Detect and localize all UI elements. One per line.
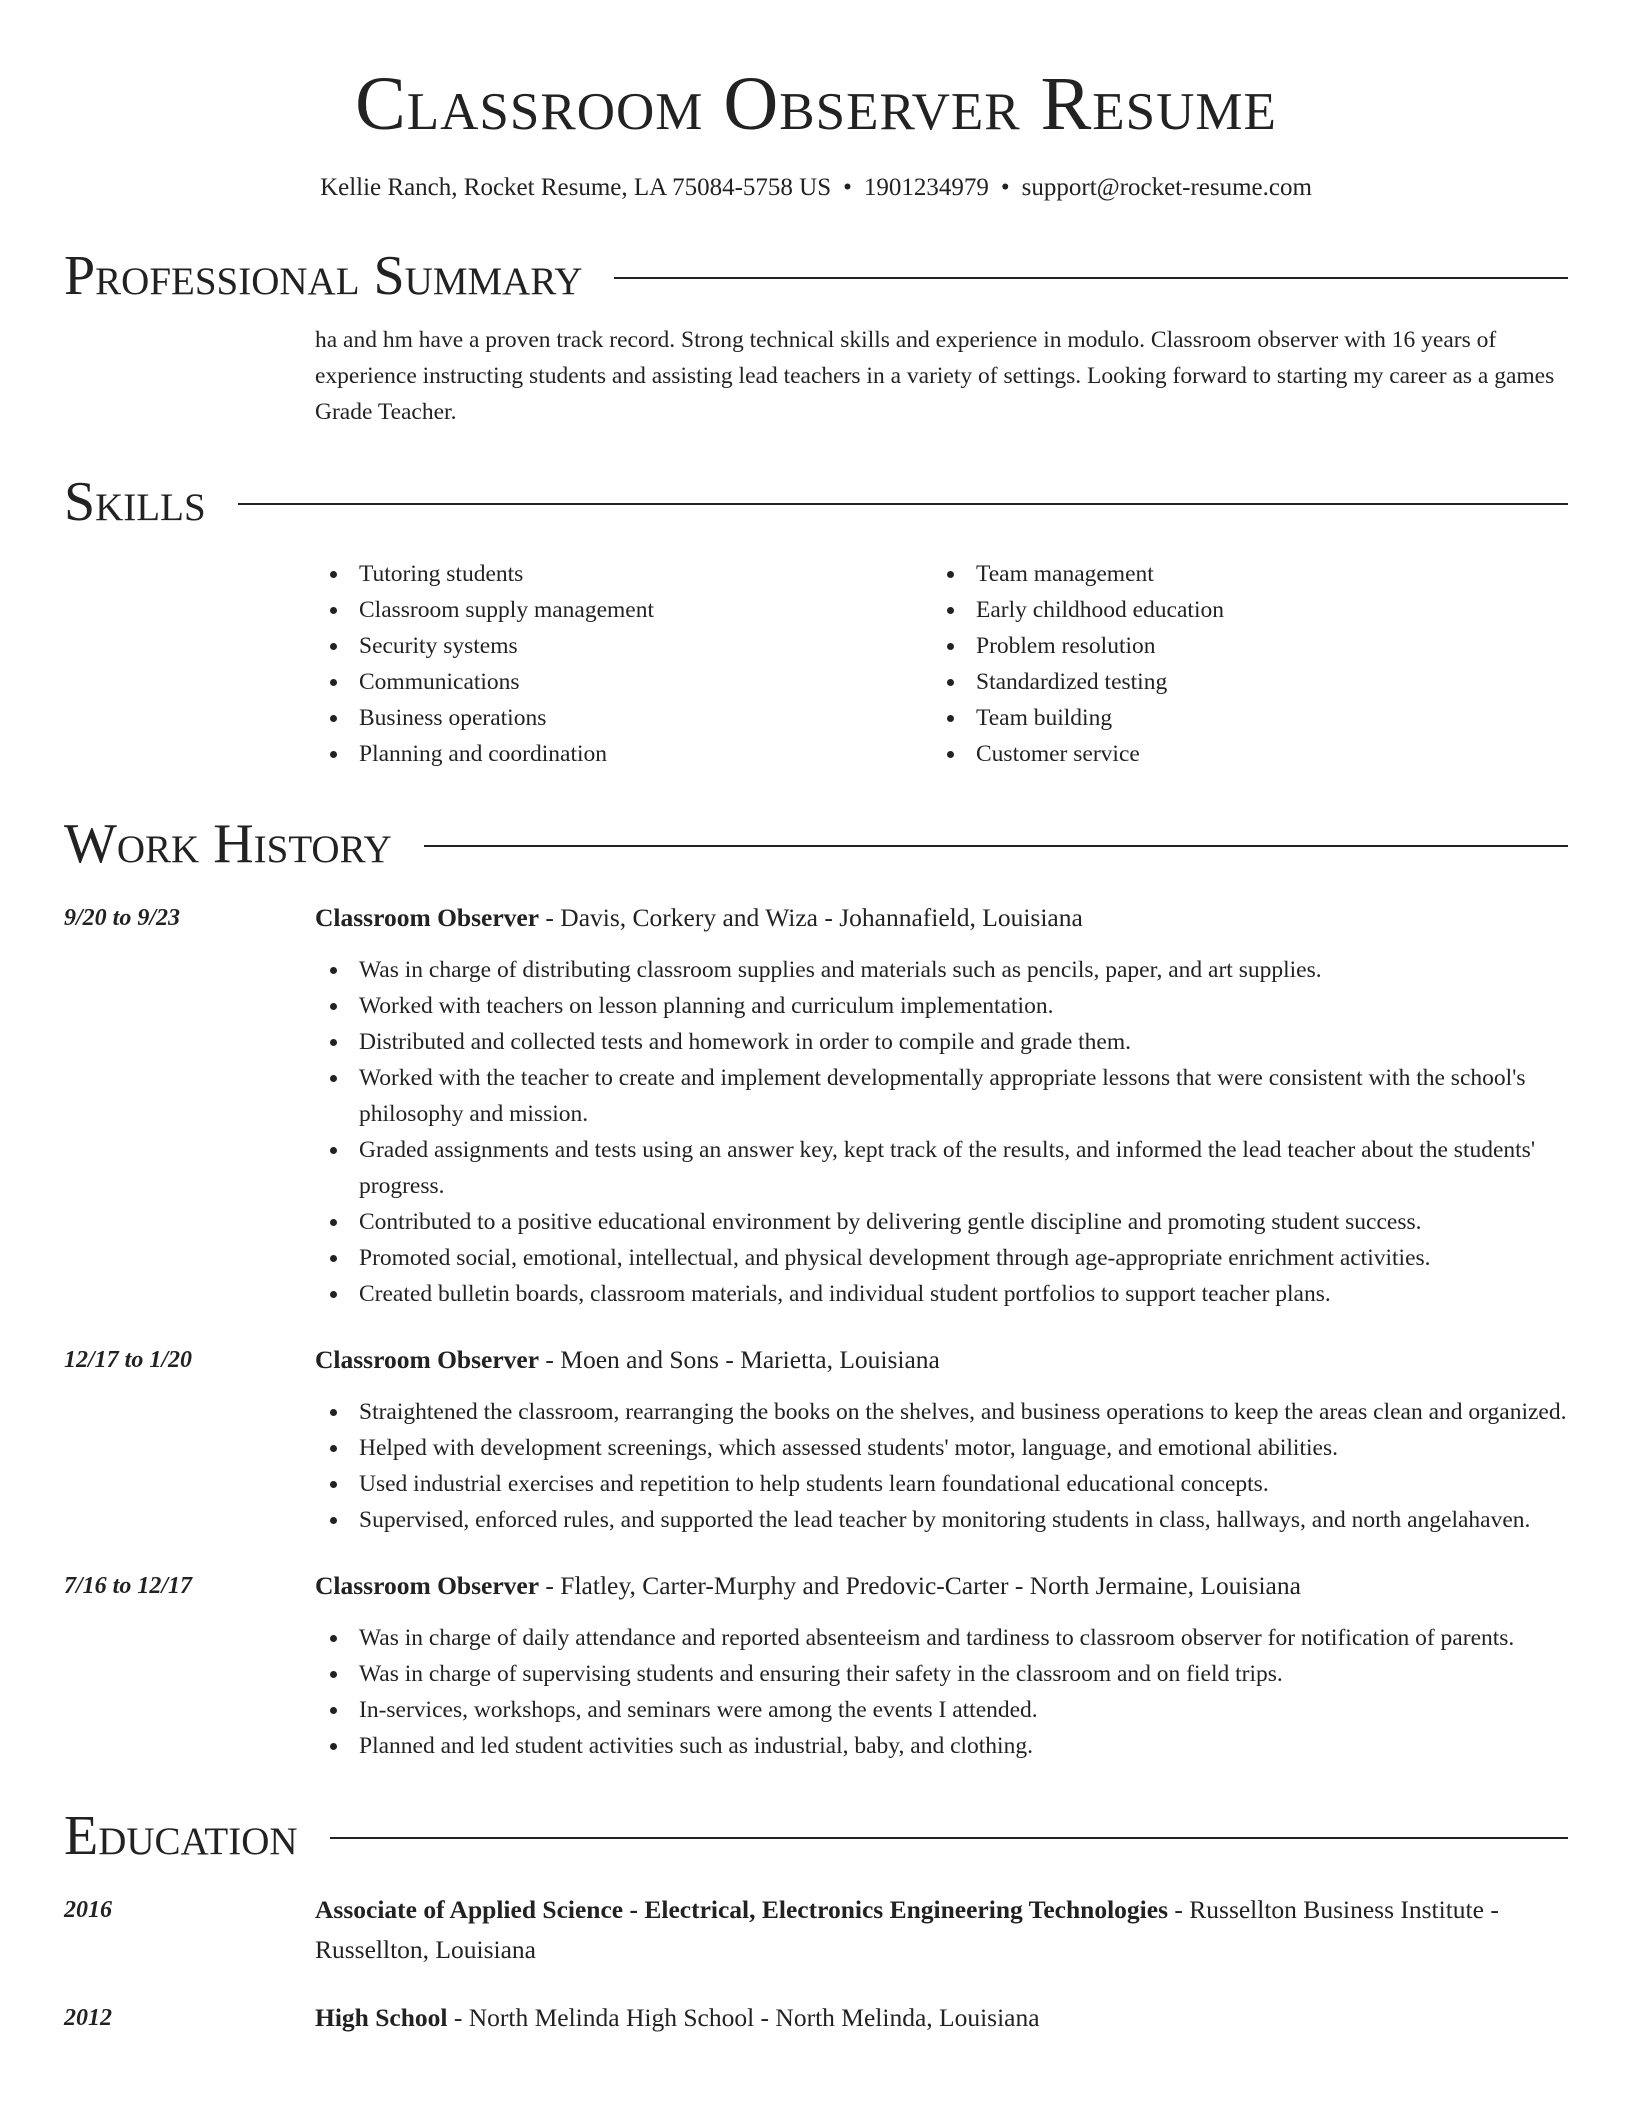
job-bullet: Worked with the teacher to create and implement developmentally appropriate lessons that were consistent with the school's philosophy and mission. [315,1060,1568,1132]
skills-list-right [932,556,1549,772]
skill-item: Business operations [315,700,932,736]
job-bullets [315,1394,1568,1538]
job-body [315,1340,1568,1538]
email: support@rocket-resume.com [1021,174,1312,201]
section-header [64,1804,1568,1868]
section-title-skills: Skills [64,471,206,533]
job-bullet: Distributed and collected tests and homework in order to compile and grade them. [315,1024,1568,1060]
job-date: 7/16 to 12/17 [64,1573,193,1599]
skills-section [64,470,1568,772]
job-bullet: Straightened the classroom, rearranging the books on the shelves, and business operations to keep the areas clean and organized. [315,1394,1568,1430]
skill-item: Problem resolution [932,628,1549,664]
section-header [64,812,1568,876]
job-bullet: Graded assignments and tests using an answer key, kept track of the results, and informed the lead teacher about the students' progress. [315,1132,1568,1204]
job-employer: - Davis, Corkery and Wiza - Johannafield, Louisiana [539,903,1083,932]
job-employer: - Flatley, Carter-Murphy and Predovic-Carter - North Jermaine, Louisiana [539,1571,1301,1600]
education-degree: Associate of Applied Science - Electrical, Electronics Engineering Technologies [315,1895,1169,1924]
section-title-work-history: Work History [64,813,392,875]
job-role: Classroom Observer [315,1345,540,1374]
job-bullet: Contributed to a positive educational environment by delivering gentle discipline and promoting student success. [315,1204,1568,1240]
job-entry [64,1566,1568,1764]
section-title-education: Education [64,1805,298,1867]
job-employer: - Moen and Sons - Marietta, Louisiana [539,1345,940,1374]
skills-list-left [315,556,932,772]
skill-item: Planning and coordination [315,736,932,772]
job-bullet: Worked with teachers on lesson planning and curriculum implementation. [315,988,1568,1024]
education-year: 2016 [64,1897,112,1923]
job-title-line [315,898,1568,938]
education-school: - North Melinda High School - North Melinda, Louisiana [447,2003,1040,2032]
job-bullets [315,1620,1568,1764]
job-bullet: Was in charge of daily attendance and reported absenteeism and tardiness to classroom observer for notification of parents. [315,1620,1568,1656]
section-divider [330,1837,1568,1839]
job-bullet: Created bulletin boards, classroom materials, and individual student portfolios to support teacher plans. [315,1276,1568,1312]
skill-item: Standardized testing [932,664,1549,700]
skills-columns [315,556,1568,772]
section-divider [424,845,1568,847]
education-line [315,1998,1568,2038]
skill-item: Early childhood education [932,592,1549,628]
summary-section [64,244,1568,430]
job-bullet: In-services, workshops, and seminars were among the events I attended. [315,1692,1568,1728]
job-title-line [315,1340,1568,1380]
section-divider [614,277,1568,279]
job-bullet: Helped with development screenings, which assessed students' motor, language, and emotional abilities. [315,1430,1568,1466]
job-bullet: Promoted social, emotional, intellectual, and physical development through age-appropriate enrichment activities. [315,1240,1568,1276]
skill-item: Tutoring students [315,556,932,592]
skill-item: Team management [932,556,1549,592]
resume-page [64,0,1568,2112]
job-body [315,1566,1568,1764]
contact-separator: • [843,174,852,201]
job-entry [64,1340,1568,1538]
skill-item: Classroom supply management [315,592,932,628]
job-bullet: Was in charge of supervising students and ensuring their safety in the classroom and on field trips. [315,1656,1568,1692]
job-body [315,898,1568,1312]
education-year: 2012 [64,2005,112,2031]
section-header [64,470,1568,534]
contact-line [64,172,1568,204]
education-school: - Russellton Business Institute - Russellton, Louisiana [315,1895,1499,1964]
section-header [64,244,1568,308]
section-title-summary: Professional Summary [64,245,583,307]
skill-item: Customer service [932,736,1549,772]
job-entry [64,898,1568,1312]
job-bullets [315,952,1568,1312]
phone: 1901234979 [863,174,989,201]
education-entry [64,1998,1568,2038]
job-bullet: Used industrial exercises and repetition to help students learn foundational educational concepts. [315,1466,1568,1502]
education-line [315,1890,1568,1970]
skill-item: Security systems [315,628,932,664]
address: Kellie Ranch, Rocket Resume, LA 75084-5758 US [320,174,832,201]
job-role: Classroom Observer [315,903,540,932]
skill-item: Communications [315,664,932,700]
education-degree: High School [315,2003,448,2032]
job-role: Classroom Observer [315,1571,540,1600]
skill-item: Team building [932,700,1549,736]
job-bullet: Supervised, enforced rules, and supported the lead teacher by monitoring students in class, hallways, and north angelahaven. [315,1502,1568,1538]
job-title-line [315,1566,1568,1606]
job-date: 9/20 to 9/23 [64,905,181,931]
education-entry [64,1890,1568,1970]
section-divider [238,503,1568,505]
job-bullet: Was in charge of distributing classroom supplies and materials such as pencils, paper, and art supplies. [315,952,1568,988]
job-date: 12/17 to 1/20 [64,1347,193,1373]
job-bullet: Planned and led student activities such as industrial, baby, and clothing. [315,1728,1568,1764]
resume-title: Classroom Observer Resume [355,62,1277,146]
work-history-section [64,812,1568,1764]
contact-separator: • [1000,174,1010,201]
education-section [64,1804,1568,2038]
summary-text: ha and hm have a proven track record. Strong technical skills and experience in modulo. Classroom observer with 16 years of experience instructing students and assisting lead teachers in a variety of settings. Looking forward to starting my career as a games Grade Teacher. [315,327,1555,425]
